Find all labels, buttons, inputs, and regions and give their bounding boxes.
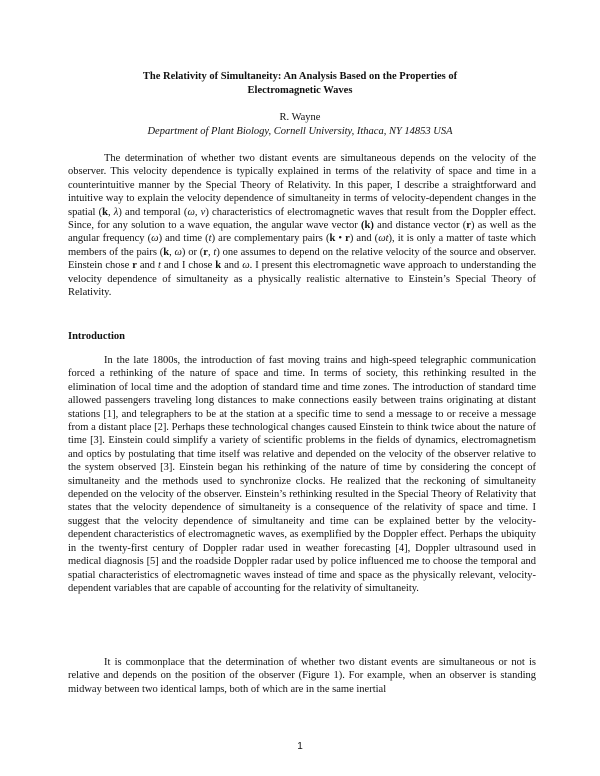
- introduction-paragraph-2: It is commonplace that the determination of whether two distant events are simultaneous or not is relative and depends on the position of the observer (Figure 1). For example, when an observer is standing midway between two identical lamps, both of which are in the same inertial: [68, 657, 536, 695]
- paper-title: The Relativity of Simultaneity: An Analysis Based on the Properties of Electromagnetic Waves: [142, 71, 458, 96]
- introduction-heading: Introduction: [68, 331, 125, 342]
- author-name: R. Wayne: [279, 112, 321, 123]
- page-number: 1: [297, 741, 303, 752]
- author-affiliation: Department of Plant Biology, Cornell University, Ithaca, NY 14853 USA: [147, 126, 453, 137]
- abstract-paragraph: The determination of whether two distant events are simultaneous depends on the velocity of the observer. This velocity dependence is typically explained in terms of the relativity of space and time in a counterintuitive manner by the Special Theory of Relativity. In this paper, I describe a straightforward and intuitive way to explain the velocity dependence of simultaneity in terms of velocity-dependent changes in the spatial (k, λ) and temporal (ω, ν) characteristics of electromagnetic waves that result from the Doppler effect. Since, for any solution to a wave equation, the angular wave vector (k) and distance vector (r) as well as the angular frequency (ω) and time (t) are complementary pairs (k • r) and (ωt), it is only a matter of taste which members of the pairs (k, ω) or (r, t) one assumes to depend on the relative velocity of the source and observer. Einstein chose r and t and I chose k and ω. I present this electromagnetic wave approach to understanding the velocity dependence of simultaneity as a physically realistic alternative to Einstein’s Special Theory of Relativity.: [68, 153, 536, 299]
- introduction-paragraph-1: In the late 1800s, the introduction of fast moving trains and high-speed telegraphic communication forced a rethinking of the nature of space and time. In terms of society, this rethinking resulted in the elimination of local time and the adoption of standard time and time zones. The introduction of standard time allowed passengers traveling long distances to make connections easily between trains originating at distant stations [1], and telegraphers to be at the station at a specific time to send a message to or receive a message from a distant place [2]. Perhaps these technological changes caused Einstein to think twice about the nature of time [3]. Einstein could simplify a variety of scientific problems in the fields of dynamics, electromagnetism and optics by postulating that time itself was relative and depended on the velocity of the observer relative to the system observed [3]. Einstein began his rethinking of the nature of time by considering the concept of simultaneity and the methods used to synchronize clocks. He realized that the reckoning of simultaneity depended on the velocity of the observer. Einstein’s rethinking resulted in the Special Theory of Relativity that states that the velocity dependence of simultaneity is a consequence of the relativity of space and time. I suggest that the velocity dependence of simultaneity and time can be explained better by the velocity-dependent characteristics of electromagnetic waves, as exemplified by the Doppler effect. Perhaps the ubiquity in the twenty-first century of Doppler radar used in weather forecasting [4], Doppler ultrasound used in medical diagnosis [5] and the roadside Doppler radar used by police influenced me to choose the temporal and spatial characteristics of electromagnetic waves instead of time and space as the physically relevant, velocity-dependent variables that are capable of accounting for the relativity of simultaneity.: [68, 355, 536, 594]
